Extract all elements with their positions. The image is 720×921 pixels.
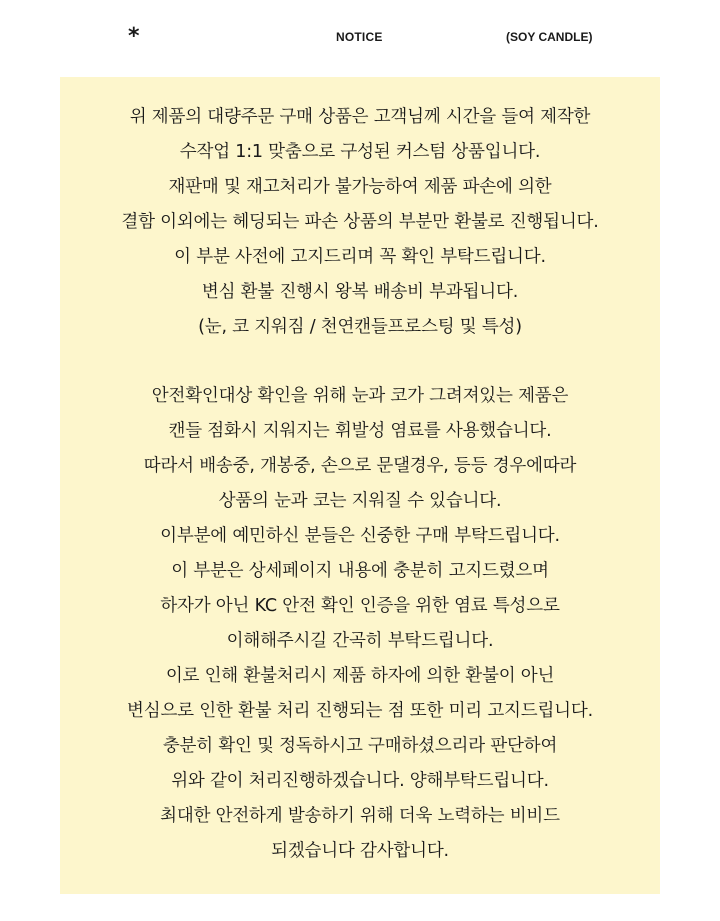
notice-panel: [60, 77, 660, 894]
notice-line: 변심으로 인한 환불 처리 진행되는 점 또한 미리 고지드립니다.: [127, 701, 593, 721]
notice-line: 캔들 점화시 지워지는 휘발성 염료를 사용했습니다.: [168, 421, 552, 441]
notice-line: 되겠습니다 감사합니다.: [271, 841, 449, 861]
notice-line: 이 부분 사전에 고지드리며 꼭 확인 부탁드립니다.: [174, 247, 546, 267]
refund-policy-paragraph: [60, 100, 660, 345]
notice-line: 최대한 안전하게 발송하기 위해 더욱 노력하는 비비드: [160, 806, 560, 826]
notice-line: 이 부분은 상세페이지 내용에 충분히 고지드렸으며: [171, 561, 549, 581]
notice-line: (눈, 코 지워짐 / 천연캔들프로스팅 및 특성): [198, 317, 522, 337]
notice-line: 안전확인대상 확인을 위해 눈과 코가 그려져있는 제품은: [151, 386, 569, 406]
notice-line: 위와 같이 처리진행하겠습니다. 양해부탁드립니다.: [171, 771, 549, 791]
notice-line: 따라서 배송중, 개봉중, 손으로 문댈경우, 등등 경우에따라: [143, 456, 577, 476]
notice-title: NOTICE: [336, 30, 383, 44]
notice-line: 위 제품의 대량주문 구매 상품은 고객님께 시간을 들여 제작한: [129, 107, 591, 127]
safety-dye-paragraph: [60, 379, 660, 869]
notice-line: 재판매 및 재고처리가 불가능하여 제품 파손에 의한: [168, 177, 552, 197]
asterisk-icon: *: [128, 24, 140, 49]
notice-line: 수작업 1:1 맞춤으로 구성된 커스텀 상품입니다.: [179, 142, 541, 162]
notice-line: 결함 이외에는 헤딩되는 파손 상품의 부분만 환불로 진행됩니다.: [121, 212, 599, 232]
notice-line: 하자가 아닌 KC 안전 확인 인증을 위한 염료 특성으로: [160, 596, 560, 616]
notice-line: 이로 인해 환불처리시 제품 하자에 의한 환불이 아닌: [165, 666, 555, 686]
notice-line: 이해해주시길 간곡히 부탁드립니다.: [226, 631, 494, 651]
page-header: [0, 0, 720, 76]
notice-line: 충분히 확인 및 정독하시고 구매하셨으리라 판단하여: [162, 736, 558, 756]
notice-line: 변심 환불 진행시 왕복 배송비 부과됩니다.: [201, 282, 519, 302]
notice-line: 이부분에 예민하신 분들은 신중한 구매 부탁드립니다.: [160, 526, 560, 546]
notice-line: 상품의 눈과 코는 지워질 수 있습니다.: [218, 491, 502, 511]
product-label: (SOY CANDLE): [506, 30, 593, 44]
